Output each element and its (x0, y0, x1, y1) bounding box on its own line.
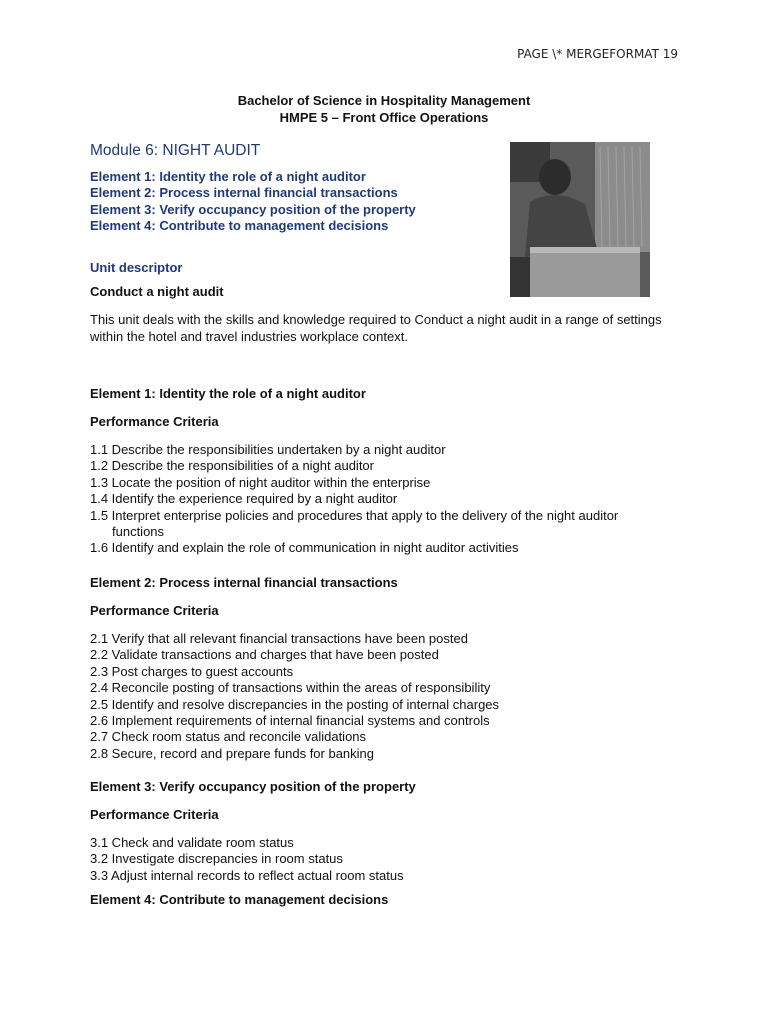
list-item: 2.5 Identify and resolve discrepancies in the posting of internal charges (90, 696, 500, 712)
list-item: 3.2 Investigate discrepancies in room status (90, 851, 343, 867)
criteria-list (90, 835, 670, 884)
list-item: 2.7 Check room status and reconcile validations (90, 729, 367, 745)
element-item: Element 1: Identity the role of a night auditor (90, 169, 366, 184)
list-item: 2.3 Post charges to guest accounts (90, 663, 294, 679)
unit-descriptor-label: Unit descriptor (90, 260, 183, 275)
list-item: 1.2 Describe the responsibilities of a night auditor (90, 458, 374, 474)
criteria-label: Performance Criteria (90, 414, 219, 429)
page-header-field: PAGE \* MERGEFORMAT 19 (517, 47, 678, 61)
criteria-label: Performance Criteria (90, 807, 219, 822)
element-list (90, 169, 416, 234)
section-heading: Element 4: Contribute to management decisions (90, 892, 389, 907)
list-item: 3.1 Check and validate room status (90, 835, 294, 850)
section-heading: Element 1: Identity the role of a night auditor (90, 386, 366, 401)
list-item: 2.8 Secure, record and prepare funds for banking (90, 745, 375, 761)
list-item: 2.1 Verify that all relevant financial transactions have been posted (90, 631, 468, 646)
course-title: HMPE 5 – Front Office Operations (279, 109, 489, 125)
list-item: 1.1 Describe the responsibilities undertaken by a night auditor (90, 442, 446, 457)
photo-illustration (510, 142, 650, 297)
criteria-label: Performance Criteria (90, 603, 219, 618)
element-item: Element 3: Verify occupancy position of the property (90, 201, 416, 217)
list-item: 1.5 Interpret enterprise policies and procedures that apply to the delivery of the night auditor functions (90, 507, 619, 540)
unit-title: Conduct a night audit (90, 284, 224, 299)
list-item: 1.6 Identify and explain the role of communication in night auditor activities (90, 540, 519, 556)
unit-description: This unit deals with the skills and knowledge required to Conduct a night audit in a range of settings within the hotel and travel industries workplace context. (90, 312, 662, 344)
section-heading: Element 2: Process internal financial transactions (90, 575, 398, 590)
program-title: Bachelor of Science in Hospitality Management (237, 93, 531, 108)
list-item: 2.6 Implement requirements of internal financial systems and controls (90, 713, 490, 729)
night-auditor-photo (510, 142, 650, 297)
module-heading: Module 6: NIGHT AUDIT (90, 142, 261, 159)
list-item: 2.4 Reconcile posting of transactions within the areas of responsibility (90, 680, 491, 696)
criteria-list (90, 442, 670, 557)
document-title (0, 93, 768, 126)
list-item: 3.3 Adjust internal records to reflect actual room status (90, 867, 404, 883)
list-item: 1.3 Locate the position of night auditor within the enterprise (90, 474, 431, 490)
list-item: 1.4 Identify the experience required by a night auditor (90, 491, 398, 507)
element-item: Element 2: Process internal financial transactions (90, 185, 398, 201)
criteria-list (90, 631, 670, 762)
section-heading: Element 3: Verify occupancy position of the property (90, 779, 416, 794)
element-item: Element 4: Contribute to management decisions (90, 217, 389, 233)
list-item: 2.2 Validate transactions and charges that have been posted (90, 647, 439, 663)
